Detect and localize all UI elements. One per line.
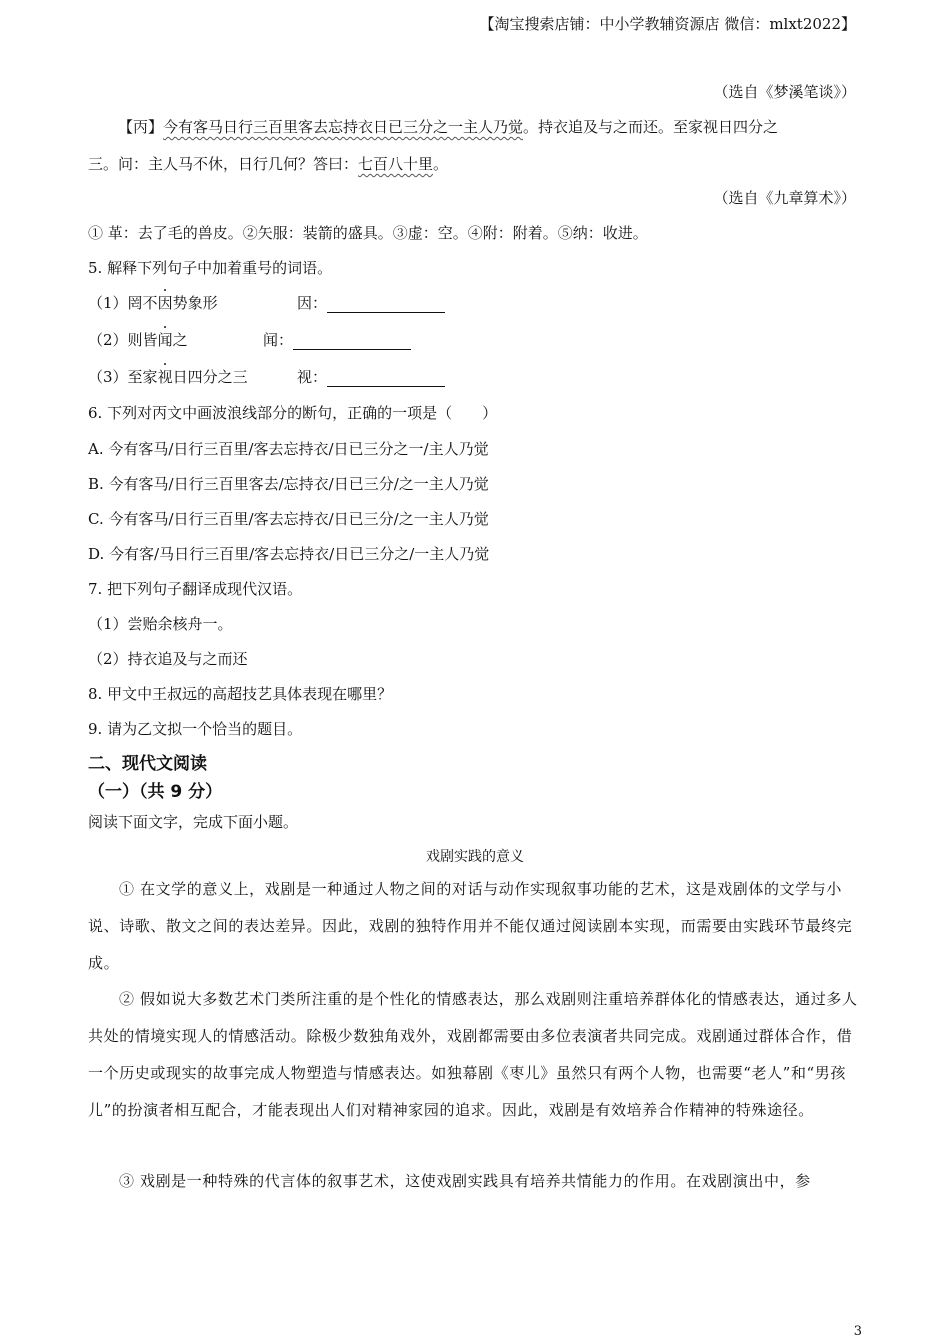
q5-item-text: 则皆 [127, 331, 158, 349]
q5-answer-1 [297, 293, 445, 313]
q5-item-text: 日四分之三 [172, 368, 248, 386]
question-5-title: 5. 解释下列句子中加着重号的词语。 [88, 259, 333, 277]
article-title: 戏剧实践的意义 [426, 849, 524, 865]
passage-bing-line1 [118, 117, 778, 137]
q5-item-1 [88, 293, 218, 313]
article-paragraph-1: ① 在文学的意义上，戏剧是一种通过人物之间的对话与动作实现叙事功能的艺术，这是戏剧体的文学与小说、诗歌、散文之间的表达差异。因此，戏剧的独特作用并不能仅通过阅读剧本实现，而需要由实践环节最终完成。 [88, 880, 853, 972]
answer-blank[interactable] [293, 333, 411, 350]
q5-answer-label: 视： [297, 368, 328, 386]
emphasis-dot-word: 视 [157, 368, 173, 386]
q5-answer-label: 因： [297, 294, 328, 312]
article-paragraph-2: ② 假如说大多数艺术门类所注重的是个性化的情感表达，那么戏剧则注重培养群体化的情感表达，通过多人共处的情境实现人的情感活动。除极少数独角戏外，戏剧都需要由多位表演者共同完成。戏剧通过群体合作，借一个历史或现实的故事完成人物塑造与情感表达。如独幕剧《枣儿》虽然只有两个人物，也需要“老人”和“男孩儿”的扮演者相互配合，才能表现出人们对精神家园的追求。因此，戏剧是有效培养合作精神的特殊途径。 [88, 990, 858, 1119]
source-citation-2: （选自《九章算术》） [713, 189, 856, 207]
q5-item-text: 罔不 [127, 294, 158, 312]
q5-answer-3 [297, 367, 445, 387]
source-citation-1: （选自《梦溪笔谈》） [713, 83, 856, 101]
q5-item-number: （3） [88, 368, 128, 386]
wavy-text-answer: 七百八十里 [358, 155, 434, 173]
page-number: 3 [853, 1324, 862, 1339]
q5-item-2 [88, 330, 188, 350]
question-8: 8. 甲文中王叔远的高超技艺具体表现在哪里？ [88, 685, 393, 703]
passage-bing-line2 [88, 154, 448, 174]
emphasis-dot-word: 闻 [157, 331, 173, 349]
q6-option-a[interactable]: A. 今有客马/日行三百里/客去忘持衣/日已三分之一/主人乃觉 [88, 440, 489, 458]
annotation-notes: ① 革：去了毛的兽皮。②矢服：装箭的盛具。③虚：空。④附：附着。⑤纳：收进。 [88, 224, 648, 242]
q7-item-2: （2）持衣追及与之而还 [88, 650, 248, 668]
passage-bing-text: 。持衣追及与之而还。至家视日四分之 [523, 118, 779, 136]
reading-instruction: 阅读下面文字，完成下面小题。 [88, 813, 299, 831]
q5-item-text: 势象形 [172, 294, 218, 312]
q7-item-1: （1）尝贻余核舟一。 [88, 615, 233, 633]
q5-item-number: （1） [88, 294, 128, 312]
q5-item-3 [88, 367, 248, 387]
question-7-title: 7. 把下列句子翻译成现代汉语。 [88, 580, 303, 598]
page-header: 【淘宝搜索店铺：中小学教辅资源店 微信：mlxt2022】 [479, 15, 856, 33]
q6-option-b[interactable]: B. 今有客马/日行三百里客去/忘持衣/日已三分/之一主人乃觉 [88, 475, 489, 493]
wavy-text: 今有客马日行三百里客去忘持衣日已三分之一主人乃觉 [163, 118, 524, 136]
question-6-title: 6. 下列对丙文中画波浪线部分的断句，正确的一项是（ ） [88, 404, 498, 422]
article-paragraph-3: ③ 戏剧是一种特殊的代言体的叙事艺术，这使戏剧实践具有培养共情能力的作用。在戏剧演出中，参 [119, 1172, 811, 1190]
q5-item-text: 之 [172, 331, 188, 349]
q5-answer-label: 闻： [263, 331, 294, 349]
q6-option-c[interactable]: C. 今有客马/日行三百里/客去忘持衣/日已三分/之一主人乃觉 [88, 510, 489, 528]
answer-blank[interactable] [327, 370, 445, 387]
q6-option-d[interactable]: D. 今有客/马日行三百里/客去忘持衣/日已三分之/一主人乃觉 [88, 545, 490, 563]
q5-item-number: （2） [88, 331, 128, 349]
emphasis-dot-word: 因 [157, 294, 173, 312]
q5-item-text: 至家 [127, 368, 158, 386]
passage-bing-end: 。 [433, 155, 449, 173]
question-9: 9. 请为乙文拟一个恰当的题目。 [88, 720, 303, 738]
answer-blank[interactable] [327, 296, 445, 313]
section-heading: 二、现代文阅读 [88, 754, 207, 774]
passage-bing-label: 【丙】 [118, 118, 164, 136]
q5-answer-2 [263, 330, 411, 350]
subsection-heading: （一）（共 9 分） [88, 782, 223, 802]
passage-bing-text-2: 三。问：主人马不休，日行几何？答曰： [88, 155, 359, 173]
